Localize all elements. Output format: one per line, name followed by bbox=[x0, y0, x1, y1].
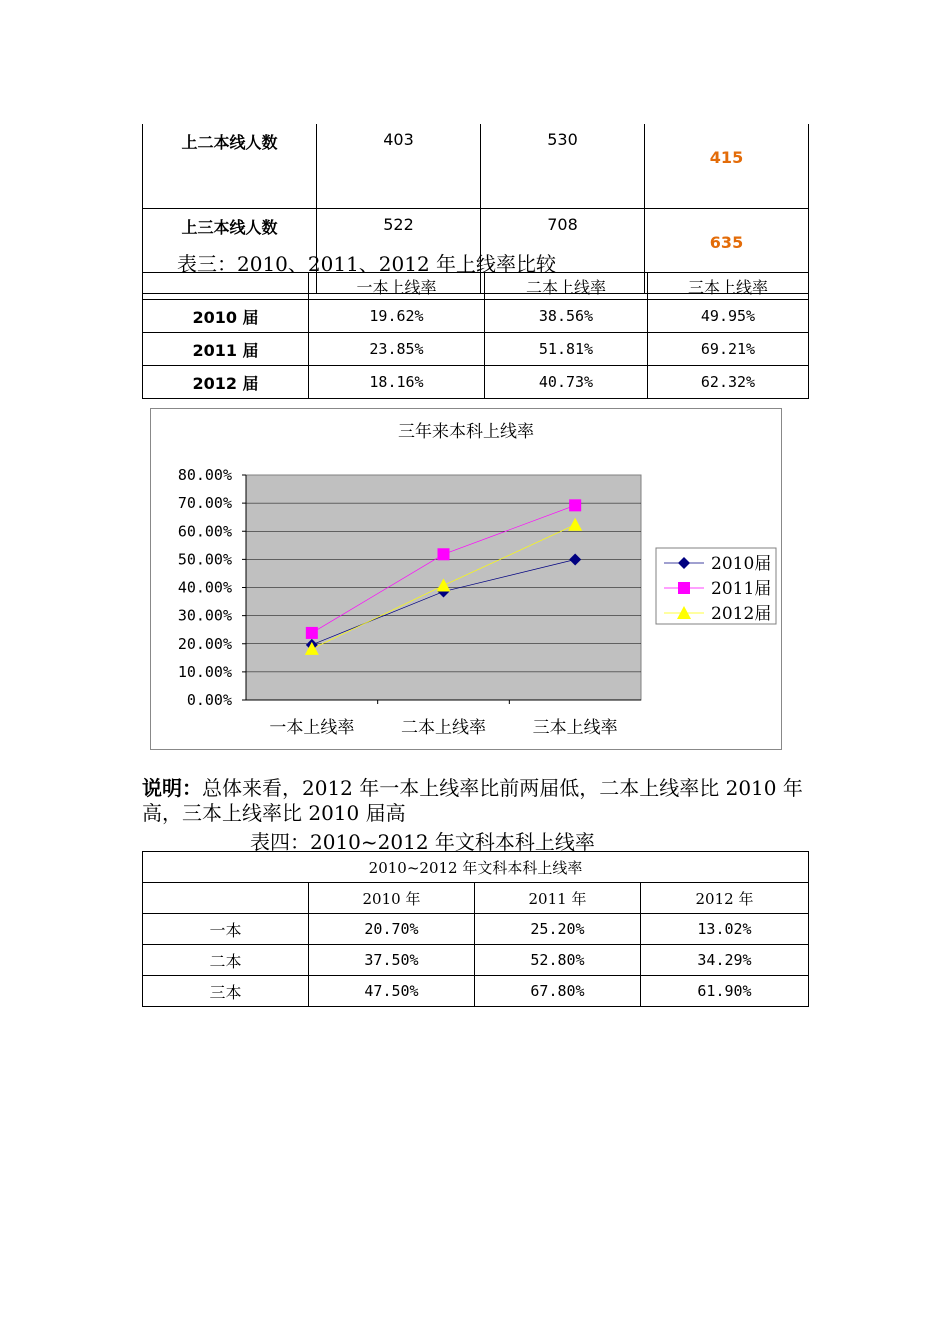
header-cell bbox=[143, 273, 309, 300]
row-year: 2010 届 bbox=[143, 300, 309, 333]
table-header-row bbox=[143, 273, 809, 300]
note-lead: 说明： bbox=[142, 776, 202, 800]
table4-caption: 表四：2010~2012 年文科本科上线率 bbox=[250, 830, 595, 854]
table-cell: 20.70% bbox=[309, 914, 475, 945]
header-cell: 一本上线率 bbox=[309, 273, 485, 300]
table-cell: 18.16% bbox=[309, 366, 485, 399]
row-label: 上二本线人数 bbox=[143, 124, 317, 209]
table3-caption: 表三：2010、2011、2012 年上线率比较 bbox=[177, 252, 557, 276]
row-label: 二本 bbox=[143, 945, 309, 976]
table-cell: 34.29% bbox=[641, 945, 809, 976]
table-cell: 51.81% bbox=[485, 333, 648, 366]
x-tick-label: 二本上线率 bbox=[401, 718, 486, 738]
y-tick-label: 0.00% bbox=[186, 691, 232, 709]
table-cell: 62.32% bbox=[648, 366, 809, 399]
cell-2011: 708 bbox=[481, 209, 645, 294]
legend-label: 2012届 bbox=[711, 604, 772, 624]
y-tick-label: 70.00% bbox=[177, 494, 232, 513]
table-cell: 40.73% bbox=[485, 366, 648, 399]
table-row bbox=[143, 914, 809, 945]
table-row bbox=[143, 945, 809, 976]
table-cell: 19.62% bbox=[309, 300, 485, 333]
arts-rate-table bbox=[142, 851, 809, 1007]
y-tick-label: 30.00% bbox=[177, 606, 232, 625]
note-paragraph bbox=[142, 776, 822, 826]
row-year: 2012 届 bbox=[143, 366, 309, 399]
rate-comparison-table bbox=[142, 272, 809, 399]
table-title-row bbox=[143, 852, 809, 883]
table-cell: 69.21% bbox=[648, 333, 809, 366]
table-cell: 52.80% bbox=[475, 945, 641, 976]
data-point bbox=[438, 548, 450, 560]
data-point bbox=[306, 627, 318, 639]
header-cell: 2010 年 bbox=[309, 883, 475, 914]
y-tick-label: 50.00% bbox=[177, 550, 232, 569]
legend-marker bbox=[678, 582, 690, 594]
y-tick-label: 40.00% bbox=[177, 578, 232, 597]
table-row bbox=[143, 976, 809, 1007]
chart-svg bbox=[151, 409, 781, 749]
table-cell: 13.02% bbox=[641, 914, 809, 945]
table-title: 2010~2012 年文科本科上线率 bbox=[143, 852, 809, 883]
header-cell: 2012 年 bbox=[641, 883, 809, 914]
table-cell: 49.95% bbox=[648, 300, 809, 333]
table-row bbox=[143, 300, 809, 333]
table-row bbox=[143, 333, 809, 366]
row-year: 2011 届 bbox=[143, 333, 309, 366]
legend-label: 2010届 bbox=[711, 554, 772, 574]
data-point bbox=[569, 499, 581, 511]
row-label: 上三本线人数 bbox=[143, 209, 317, 294]
table-cell: 47.50% bbox=[309, 976, 475, 1007]
row-label: 一本 bbox=[143, 914, 309, 945]
table-cell: 37.50% bbox=[309, 945, 475, 976]
cell-2012: 415 bbox=[645, 124, 809, 209]
cell-2011: 530 bbox=[481, 124, 645, 209]
line-chart bbox=[150, 408, 782, 750]
header-cell: 二本上线率 bbox=[485, 273, 648, 300]
chart-title: 三年来本科上线率 bbox=[398, 422, 534, 442]
table-header-row bbox=[143, 883, 809, 914]
header-cell: 三本上线率 bbox=[648, 273, 809, 300]
cell-2012: 635 bbox=[645, 209, 809, 294]
header-cell: 2011 年 bbox=[475, 883, 641, 914]
y-tick-label: 20.00% bbox=[177, 634, 232, 653]
header-cell bbox=[143, 883, 309, 914]
cell-2010: 522 bbox=[317, 209, 481, 294]
y-tick-label: 60.00% bbox=[177, 522, 232, 541]
x-tick-label: 一本上线率 bbox=[269, 718, 355, 738]
row-label: 三本 bbox=[143, 976, 309, 1007]
cell-2010: 403 bbox=[317, 124, 481, 209]
table-row bbox=[143, 366, 809, 399]
table-cell: 25.20% bbox=[475, 914, 641, 945]
table-cell: 23.85% bbox=[309, 333, 485, 366]
legend-label: 2011届 bbox=[711, 579, 772, 599]
table-row bbox=[143, 124, 809, 209]
table-cell: 38.56% bbox=[485, 300, 648, 333]
note-text: 总体来看，2012 年一本上线率比前两届低，二本上线率比 2010 年高，三本上线率比 2010 届高 bbox=[142, 776, 803, 825]
table-cell: 67.80% bbox=[475, 976, 641, 1007]
x-tick-label: 三本上线率 bbox=[532, 718, 618, 738]
y-tick-label: 80.00% bbox=[177, 466, 232, 484]
y-tick-label: 10.00% bbox=[177, 662, 232, 681]
table-cell: 61.90% bbox=[641, 976, 809, 1007]
